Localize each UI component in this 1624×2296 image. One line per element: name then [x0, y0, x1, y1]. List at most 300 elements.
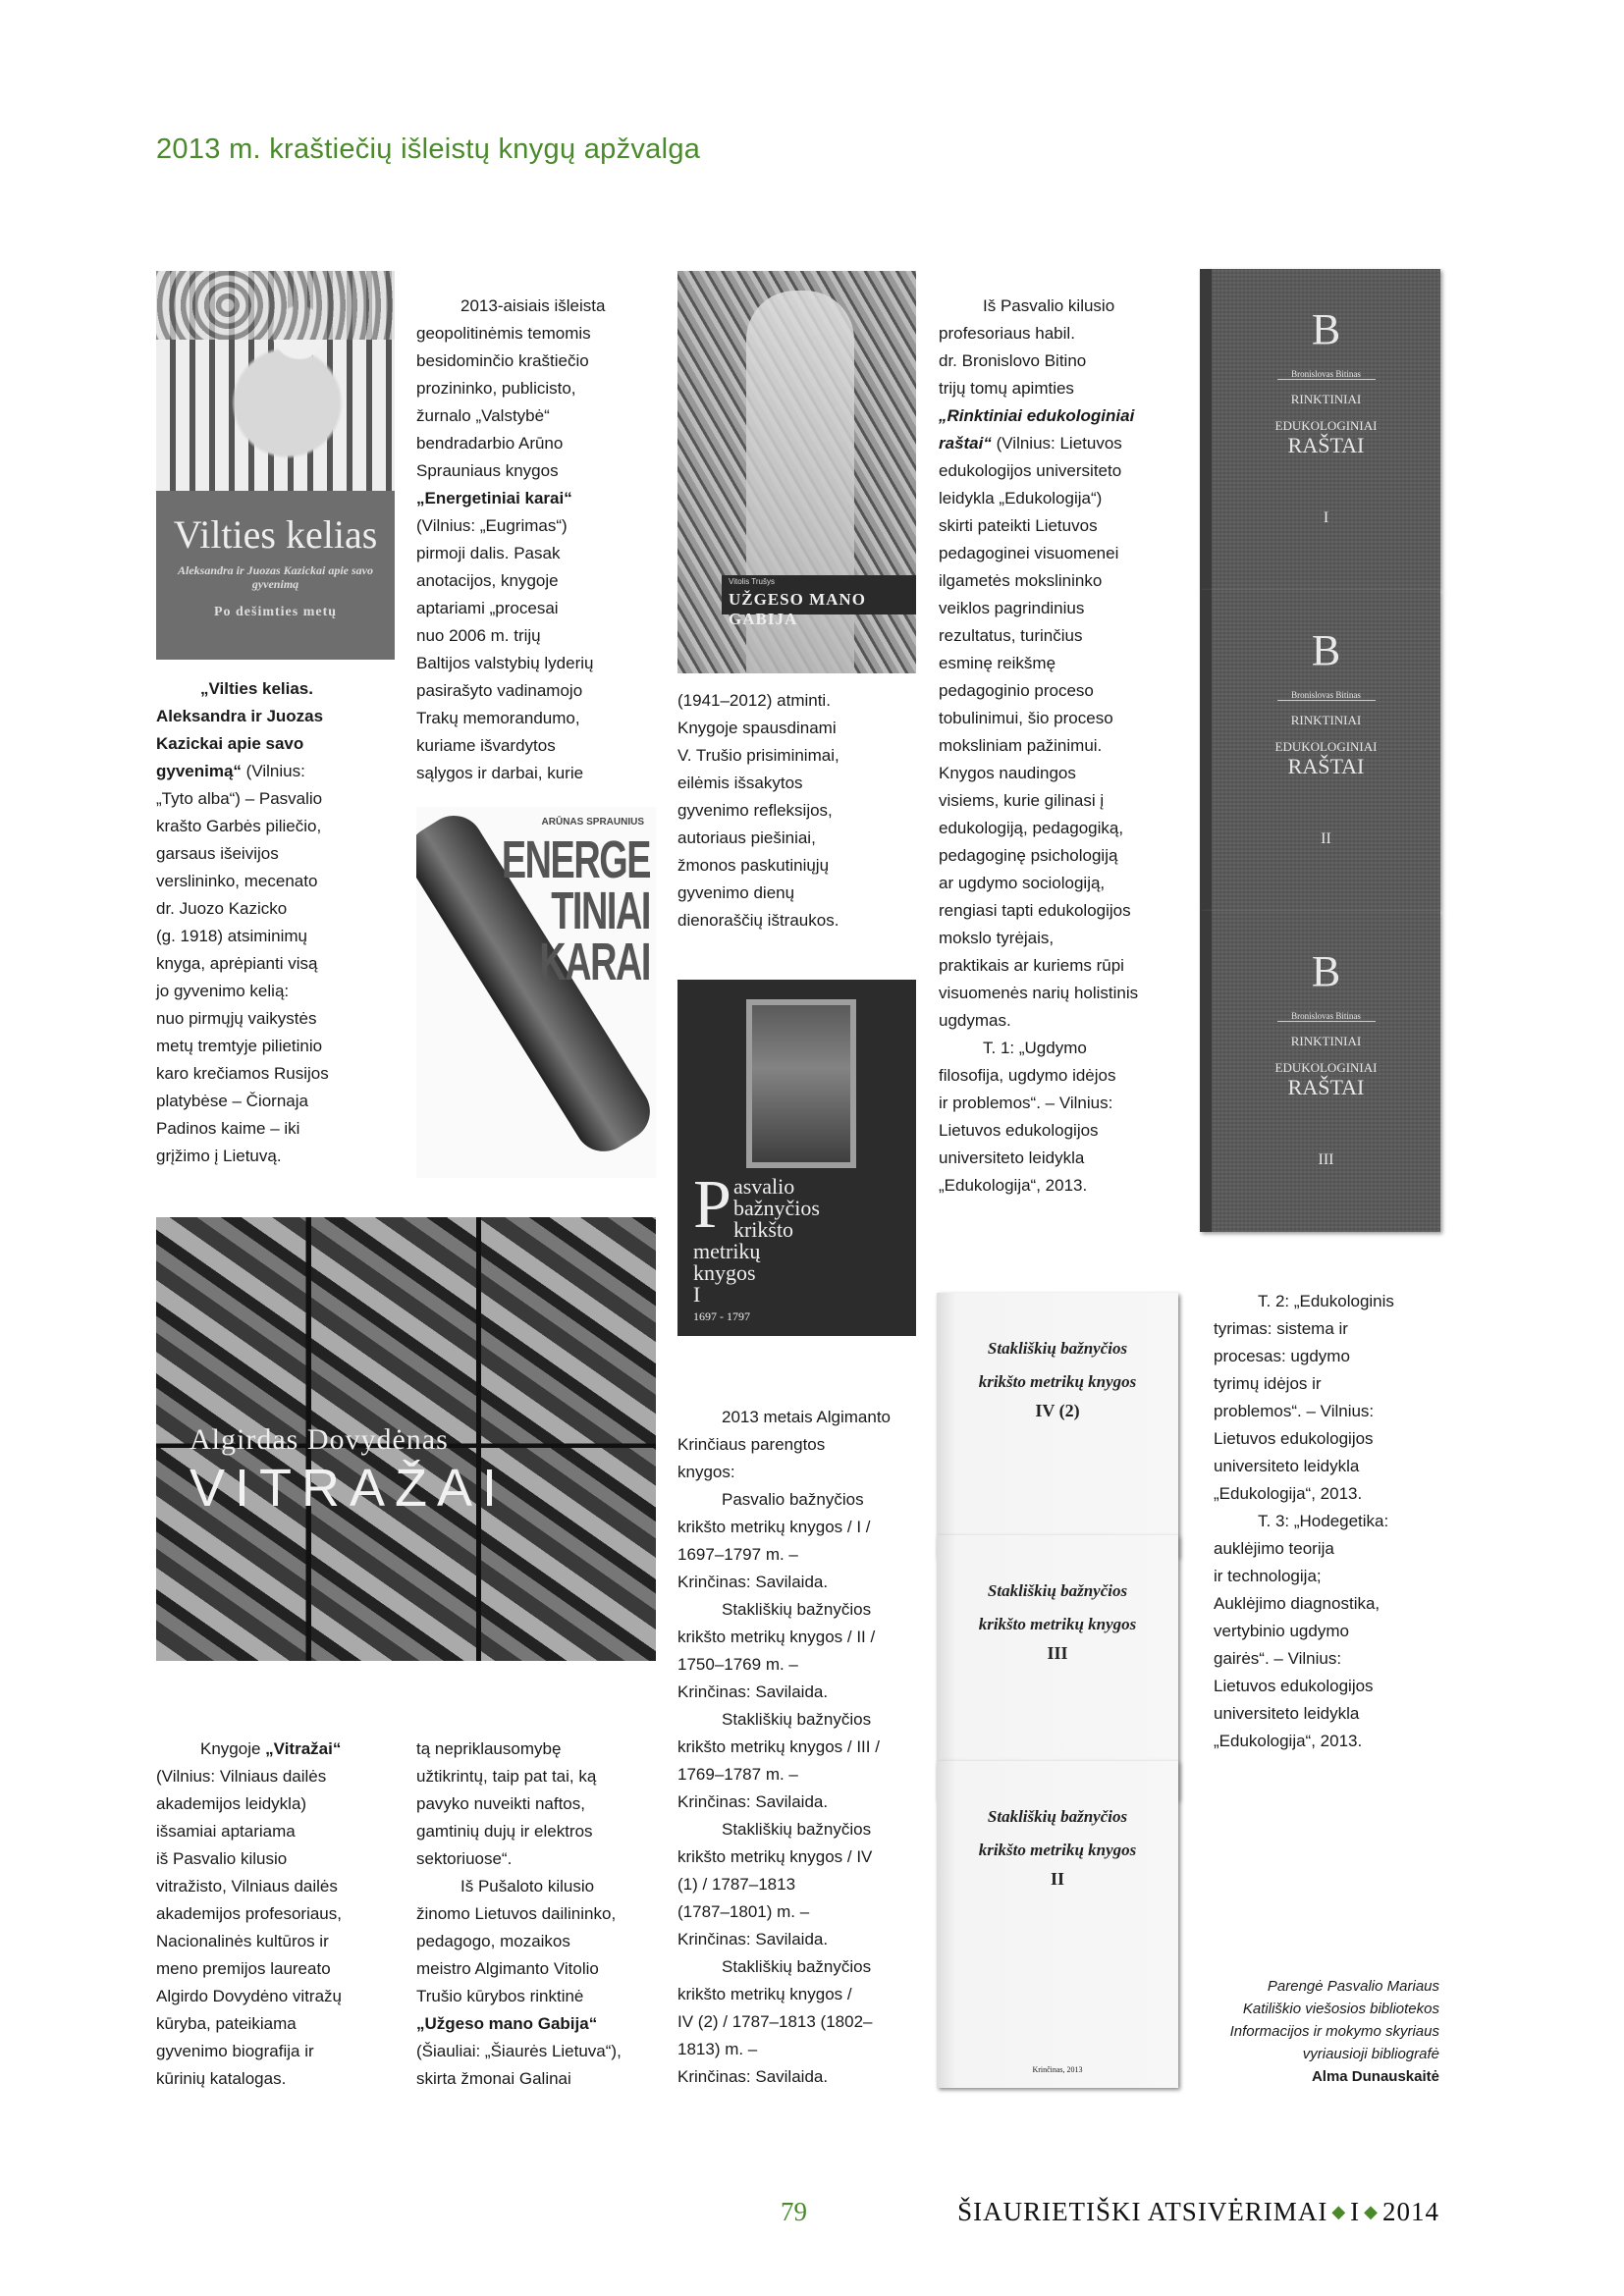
journal-footer — [957, 2197, 1439, 2227]
text-line — [416, 512, 605, 540]
text-line — [156, 840, 329, 868]
body-text: universiteto leidykla — [1214, 1704, 1360, 1723]
text-line — [939, 815, 1138, 842]
text-line — [1214, 1288, 1394, 1315]
text-line — [677, 1651, 891, 1679]
body-text: Sprauniaus knygos — [416, 461, 559, 480]
body-text: bendradarbio Arūno — [416, 434, 564, 453]
cover-title-line: Stakliškių bažnyčios — [987, 1339, 1128, 1358]
cover-subtitle: Aleksandra ir Juozas Kazickai apie savo gyvenimą — [177, 563, 374, 591]
body-text: vitražisto, Vilniaus dailės — [156, 1877, 338, 1896]
cover-volume: III — [1318, 1151, 1334, 1168]
text-line — [416, 540, 605, 567]
book-cover-stakliskiu-iv2 — [937, 1293, 1178, 1558]
text-line — [156, 1143, 329, 1170]
text-line — [677, 852, 839, 880]
text-line — [156, 1845, 342, 1873]
text-line — [1214, 1425, 1394, 1453]
credit-line: vyriausioji bibliografė — [1302, 2046, 1439, 2062]
diamond-icon: ◆ — [1331, 2202, 1347, 2221]
text-line — [156, 1928, 342, 1955]
book-title-text: Kazickai apie savo — [156, 734, 304, 753]
body-text: krikšto metrikų knygos / — [677, 1985, 852, 2003]
book-cover-rastai-1 — [1200, 269, 1440, 590]
text-line — [416, 347, 605, 375]
text-line — [416, 705, 605, 732]
body-text: Stakliškių bažnyčios — [722, 1957, 872, 1976]
cover-author: Vitolis Trušys — [729, 577, 775, 586]
body-text: Stakliškių bažnyčios — [722, 1820, 872, 1839]
body-text: pavyko nuveikti naftos, — [416, 1794, 585, 1813]
text-line — [416, 375, 605, 402]
body-text: tyrimas: sistema ir — [1214, 1319, 1348, 1338]
cover-title-line: ENERGE — [501, 830, 650, 889]
text-line — [677, 1761, 891, 1789]
text-line — [1214, 1398, 1394, 1425]
book-cover-vilties-kelias — [156, 271, 395, 660]
body-text: problemos“. – Vilnius: — [1214, 1402, 1375, 1420]
body-text: ilgametės mokslininko — [939, 571, 1103, 590]
text-line — [677, 1404, 891, 1431]
cover-title-line: Stakliškių bažnyčios — [987, 1581, 1128, 1600]
text-line — [939, 430, 1138, 457]
text-line — [416, 760, 605, 787]
body-text: Krinčinas: Savilaida. — [677, 1792, 829, 1811]
text-line — [677, 1596, 891, 1624]
body-text: V. Trušio prisiminimai, — [677, 746, 839, 765]
text-line — [416, 402, 605, 430]
text-line — [677, 1679, 891, 1706]
text-line — [677, 742, 839, 770]
body-text: autoriaus piešiniai, — [677, 828, 816, 847]
text-line — [939, 402, 1138, 430]
cover-volume: II — [1050, 1869, 1064, 1889]
journal-year: 2014 — [1382, 2197, 1439, 2226]
cover-tagline: Po dešimties metų — [213, 605, 338, 619]
body-text: 2013 metais Algimanto — [722, 1408, 891, 1426]
body-text: 1697–1797 m. – — [677, 1545, 798, 1564]
text-line — [416, 1873, 622, 1900]
body-text: 1750–1769 m. – — [677, 1655, 798, 1674]
text-line — [416, 1735, 622, 1763]
text-line — [939, 375, 1138, 402]
cover-title-line: Stakliškių bažnyčios — [987, 1807, 1128, 1826]
text-line — [156, 2065, 342, 2093]
book-cover-vitrazai — [156, 1217, 656, 1661]
body-text: filosofija, ugdymo idėjos — [939, 1066, 1116, 1085]
text-line — [156, 1115, 329, 1143]
text-line — [416, 1845, 622, 1873]
body-text: dienoraščių ištraukos. — [677, 911, 839, 930]
body-text: Padinos kaime – iki — [156, 1119, 300, 1138]
credit-line: Parengė Pasvalio Mariaus — [1267, 1978, 1439, 1995]
cover-title-line: krikšto metrikų knygos — [978, 1841, 1137, 1859]
cover-title — [693, 1167, 846, 1327]
cover-title: UŽGESO MANO GABIJA — [729, 590, 866, 628]
body-text: Pasvalio bažnyčios — [722, 1490, 864, 1509]
body-text: Iš Pušaloto kilusio — [460, 1877, 595, 1896]
text-line — [939, 1090, 1138, 1117]
text-line — [156, 785, 329, 813]
book-title-text: „Vitražai“ — [265, 1739, 342, 1758]
text-line — [939, 842, 1138, 870]
body-text: Algirdo Dovydėno vitražų — [156, 1987, 342, 2005]
text-line — [1214, 1508, 1394, 1535]
text-line — [677, 1926, 891, 1953]
body-text: pirmoji dalis. Pasak — [416, 544, 561, 562]
text-line — [939, 1035, 1138, 1062]
cover-title-line: RINKTINIAI — [1290, 1034, 1362, 1048]
body-text: rezultatus, turinčius — [939, 626, 1083, 645]
author-credit — [1230, 1975, 1439, 2088]
cover-title-line: TINIAI — [551, 881, 650, 940]
cover-title-line: EDUKOLOGINIAI — [1274, 418, 1378, 433]
cover-author: Bronislovas Bitinas — [1277, 690, 1376, 701]
body-text: (1941–2012) atminti. — [677, 691, 831, 710]
body-text: pedagoginę psichologiją — [939, 846, 1118, 865]
body-text: knygos: — [677, 1463, 735, 1481]
book-title-text: „Rinktiniai edukologiniai — [939, 406, 1135, 425]
cover-title-line: EDUKOLOGINIAI — [1274, 739, 1378, 754]
text-line — [156, 895, 329, 923]
book-title-text: „Energetiniai karai“ — [416, 489, 572, 507]
body-text: kūrinių katalogas. — [156, 2069, 287, 2088]
text-line — [416, 457, 605, 485]
text-line — [939, 512, 1138, 540]
body-text: vertybinio ugdymo — [1214, 1622, 1349, 1640]
text-line — [1214, 1535, 1394, 1563]
body-text: grįžimo į Lietuvą. — [156, 1147, 282, 1165]
book-title-text: gyvenimą“ — [156, 762, 242, 780]
text-line — [677, 1981, 891, 2008]
text-line — [1214, 1700, 1394, 1728]
text-line — [939, 787, 1138, 815]
body-text: Krinčinas: Savilaida. — [677, 1573, 829, 1591]
text-line — [939, 485, 1138, 512]
cover-photo — [156, 271, 395, 491]
body-text: trijų tomų apimties — [939, 379, 1074, 398]
diamond-icon: ◆ — [1364, 2202, 1379, 2221]
text-line — [416, 677, 605, 705]
body-text: Krinčinas: Savilaida. — [677, 2067, 829, 2086]
text-column-uzgeso-continued — [677, 687, 839, 934]
text-line — [677, 825, 839, 852]
body-text: visuomenės narių holistinis — [939, 984, 1139, 1002]
book-title-text: „Vilties kelias. — [200, 679, 313, 698]
text-line — [939, 1062, 1138, 1090]
text-line — [1214, 1645, 1394, 1673]
body-text: Iš Pasvalio kilusio — [983, 296, 1115, 315]
text-line — [416, 567, 605, 595]
body-text: meistro Algimanto Vitolio — [416, 1959, 599, 1978]
body-text: „Edukologija“, 2013. — [1214, 1484, 1363, 1503]
text-line — [1214, 1315, 1394, 1343]
body-text: edukologiją, pedagogiką, — [939, 819, 1124, 837]
body-text: (Vilnius: Lietuvos — [991, 434, 1122, 453]
text-line — [416, 320, 605, 347]
credit-name: Alma Dunauskaitė — [1311, 2068, 1439, 2085]
text-line — [677, 770, 839, 797]
text-line — [677, 1486, 891, 1514]
body-text: Auklėjimo diagnostika, — [1214, 1594, 1380, 1613]
text-line — [677, 1898, 891, 1926]
text-line — [1214, 1480, 1394, 1508]
page-number: 79 — [781, 2197, 807, 2226]
text-line — [677, 880, 839, 907]
text-line — [939, 650, 1138, 677]
body-text: 1813) m. – — [677, 2040, 758, 2058]
body-text: (1) / 1787–1813 — [677, 1875, 796, 1894]
book-cover-pasvalio-metrikos — [677, 980, 916, 1336]
cover-title-line: RAŠTAI — [1287, 433, 1365, 457]
book-cover-energetiniai-karai — [416, 807, 656, 1178]
text-line — [677, 1843, 891, 1871]
body-text: Knygoje spausdinami — [677, 719, 837, 737]
text-line — [677, 1541, 891, 1569]
text-line — [416, 650, 605, 677]
text-line — [677, 715, 839, 742]
cover-author: ARŪNAS SPRAUNIUS — [541, 817, 644, 828]
text-line — [416, 293, 605, 320]
body-text: (Vilnius: — [241, 762, 305, 780]
body-text: Lietuvos edukologijos — [1214, 1677, 1374, 1695]
text-line — [416, 732, 605, 760]
body-text: kūryba, pateikiama — [156, 2014, 297, 2033]
text-line — [939, 1117, 1138, 1145]
text-line — [416, 430, 605, 457]
text-line — [939, 622, 1138, 650]
text-line — [416, 1955, 622, 1983]
text-line — [156, 813, 329, 840]
body-text: geopolitinėmis temomis — [416, 324, 591, 343]
text-line — [1214, 1563, 1394, 1590]
body-text: T. 3: „Hodegetika: — [1258, 1512, 1389, 1530]
body-text: anotacijos, knygoje — [416, 571, 559, 590]
cover-title-line: RINKTINIAI — [1290, 392, 1362, 406]
text-line — [416, 1763, 622, 1790]
body-text: edukologijos universiteto — [939, 461, 1122, 480]
body-text: žurnalo „Valstybė“ — [416, 406, 550, 425]
cover-illustration — [746, 999, 856, 1168]
text-line — [677, 1789, 891, 1816]
text-line — [939, 347, 1138, 375]
body-text: krikšto metrikų knygos / II / — [677, 1628, 876, 1646]
text-line — [156, 1873, 342, 1900]
text-line — [677, 1459, 891, 1486]
body-text: IV (2) / 1787–1813 (1802– — [677, 2012, 873, 2031]
body-text: Stakliškių bažnyčios — [722, 1710, 872, 1729]
credit-line: Katiliškio viešosios bibliotekos — [1242, 2001, 1439, 2017]
body-text: gairės“. – Vilnius: — [1214, 1649, 1342, 1668]
text-line — [677, 1706, 891, 1734]
text-column-vilties-kelias — [156, 675, 329, 1170]
body-text: ir problemos“. – Vilnius: — [939, 1094, 1113, 1112]
body-text: pasirašyto vadinamojo — [416, 681, 583, 700]
cover-title: Vilties kelias — [173, 512, 378, 557]
body-text: metų tremtyje pilietinio — [156, 1037, 323, 1055]
text-line — [677, 2063, 891, 2091]
body-text: krašto Garbės piliečio, — [156, 817, 322, 835]
body-text: T. 2: „Edukologinis — [1258, 1292, 1394, 1310]
body-text: verslininko, mecenato — [156, 872, 318, 890]
text-line — [939, 980, 1138, 1007]
book-cover-rastai-2 — [1200, 590, 1440, 911]
text-line — [939, 760, 1138, 787]
cover-title-line: RAŠTAI — [1287, 1075, 1365, 1099]
cover-title-line: knygos — [693, 1260, 756, 1285]
text-line — [156, 978, 329, 1005]
body-text: kuriame išvardytos — [416, 736, 556, 755]
section-title: 2013 m. kraštiečių išleistų knygų apžvalga — [156, 133, 701, 165]
book-title-text: Aleksandra ir Juozas — [156, 707, 324, 725]
body-text: meno premijos laureato — [156, 1959, 331, 1978]
body-text: gyvenimo biografija ir — [156, 2042, 314, 2060]
text-column-vitrazai — [156, 1735, 342, 2093]
text-line — [416, 485, 605, 512]
text-column-rastai-continued — [1214, 1288, 1394, 1755]
text-line — [677, 687, 839, 715]
cover-title-line: RAŠTAI — [1287, 754, 1365, 778]
body-text: sąlygos ir darbai, kurie — [416, 764, 584, 782]
text-line — [156, 1955, 342, 1983]
body-text: esminę reikšmę — [939, 654, 1056, 672]
text-line — [416, 1983, 622, 2010]
body-text: karo krečiamos Rusijos — [156, 1064, 329, 1083]
body-text: eilėmis išsakytos — [677, 774, 803, 792]
body-text: pedagogo, mozaikos — [416, 1932, 570, 1950]
text-line — [416, 1900, 622, 1928]
text-column-energetiniai-karai — [416, 293, 605, 787]
monogram-logo: B — [1311, 305, 1341, 353]
text-line — [156, 1818, 342, 1845]
body-text: Lietuvos edukologijos — [939, 1121, 1099, 1140]
body-text: gyvenimo dienų — [677, 883, 795, 902]
book-cover-rastai-3 — [1200, 911, 1440, 1232]
text-line — [416, 1790, 622, 1818]
body-text: Knygoje — [200, 1739, 266, 1758]
text-line — [677, 1514, 891, 1541]
body-text: pedagoginei visuomenei — [939, 544, 1119, 562]
cover-volume: I — [693, 1282, 701, 1307]
text-line — [156, 1088, 329, 1115]
text-line — [156, 923, 329, 950]
text-line — [156, 2038, 342, 2065]
body-text: universiteto leidykla — [939, 1148, 1085, 1167]
body-text: profesoriaus habil. — [939, 324, 1075, 343]
body-text: mokslo tyrėjais, — [939, 929, 1055, 947]
cover-author: Bronislovas Bitinas — [1277, 1011, 1376, 1022]
text-line — [939, 925, 1138, 952]
text-line — [939, 677, 1138, 705]
cover-title-line: krikšto metrikų knygos — [978, 1615, 1137, 1633]
journal-title: ŠIAURIETIŠKI ATSIVĖRIMAI — [957, 2197, 1328, 2226]
body-text: Trakų memorandumo, — [416, 709, 580, 727]
text-line — [156, 1060, 329, 1088]
body-text: (Vilnius: Vilniaus dailės — [156, 1767, 327, 1786]
text-line — [156, 675, 329, 703]
text-line — [156, 868, 329, 895]
body-text: auklėjimo teorija — [1214, 1539, 1334, 1558]
text-line — [416, 1928, 622, 1955]
text-line — [156, 1005, 329, 1033]
body-text: T. 1: „Ugdymo — [983, 1039, 1087, 1057]
text-line — [677, 1816, 891, 1843]
credit-line: Informacijos ir mokymo skyriaus — [1229, 2023, 1439, 2040]
body-text: sektoriuose“. — [416, 1849, 513, 1868]
cover-volume: III — [1047, 1643, 1068, 1663]
cover-initial: P — [693, 1167, 731, 1243]
body-text: akademijos leidykla) — [156, 1794, 307, 1813]
text-line — [677, 907, 839, 934]
body-text: (Šiauliai: „Šiaurės Lietuva“), — [416, 2042, 622, 2060]
body-text: Lietuvos edukologijos — [1214, 1429, 1374, 1448]
cover-author: Bronislovas Bitinas — [1277, 369, 1376, 380]
text-line — [677, 1624, 891, 1651]
body-text: praktikais ar kuriems rūpi — [939, 956, 1124, 975]
body-text: išsamiai aptariama — [156, 1822, 296, 1841]
body-text: rengiasi tapti edukologijos — [939, 901, 1131, 920]
text-line — [156, 758, 329, 785]
cover-title-line: RINKTINIAI — [1290, 713, 1362, 727]
body-text: tyrimų idėjos ir — [1214, 1374, 1322, 1393]
cover-publisher: Krinčinas, 2013 — [1032, 2065, 1083, 2074]
body-text: jo gyvenimo kelią: — [156, 982, 290, 1000]
body-text: pedagoginio proceso — [939, 681, 1094, 700]
text-line — [416, 2038, 622, 2065]
text-line — [156, 1790, 342, 1818]
body-text: nuo pirmųjų vaikystės — [156, 1009, 317, 1028]
text-line — [939, 952, 1138, 980]
body-text: žinomo Lietuvos dailininko, — [416, 1904, 617, 1923]
body-text: leidykla „Edukologija“) — [939, 489, 1103, 507]
body-text: dr. Juozo Kazicko — [156, 899, 288, 918]
body-text: krikšto metrikų knygos / I / — [677, 1518, 871, 1536]
text-line — [939, 457, 1138, 485]
text-line — [156, 1983, 342, 2010]
text-line — [677, 1431, 891, 1459]
text-line — [156, 1763, 342, 1790]
text-line — [939, 540, 1138, 567]
text-line — [1214, 1728, 1394, 1755]
text-line — [677, 2036, 891, 2063]
book-cover-uzgeso-mano-gabija — [677, 271, 916, 673]
text-line — [939, 595, 1138, 622]
text-line — [677, 797, 839, 825]
body-text: knyga, aprėpianti visą — [156, 954, 318, 973]
body-text: Stakliškių bažnyčios — [722, 1600, 872, 1619]
text-line — [416, 2010, 622, 2038]
body-text: „Edukologija“, 2013. — [1214, 1732, 1363, 1750]
body-text: 1769–1787 m. – — [677, 1765, 798, 1784]
text-line — [416, 622, 605, 650]
body-text: platybėse – Čiornaja — [156, 1092, 308, 1110]
body-text: besidominčio kraštiečio — [416, 351, 589, 370]
text-line — [677, 2008, 891, 2036]
book-title-text: „Užgeso mano Gabija“ — [416, 2014, 598, 2033]
text-line — [677, 1734, 891, 1761]
journal-issue: I — [1350, 2197, 1361, 2226]
text-column-metrikos — [677, 1404, 891, 2091]
text-line — [677, 1871, 891, 1898]
text-line — [1214, 1370, 1394, 1398]
cover-volume: IV (2) — [1035, 1401, 1080, 1420]
cover-years: 1697 - 1797 — [693, 1309, 750, 1323]
body-text: gamtinių dujų ir elektros — [416, 1822, 593, 1841]
body-text: Baltijos valstybių lyderių — [416, 654, 594, 672]
text-line — [156, 703, 329, 730]
body-text: Knygos naudingos — [939, 764, 1076, 782]
text-line — [156, 1900, 342, 1928]
